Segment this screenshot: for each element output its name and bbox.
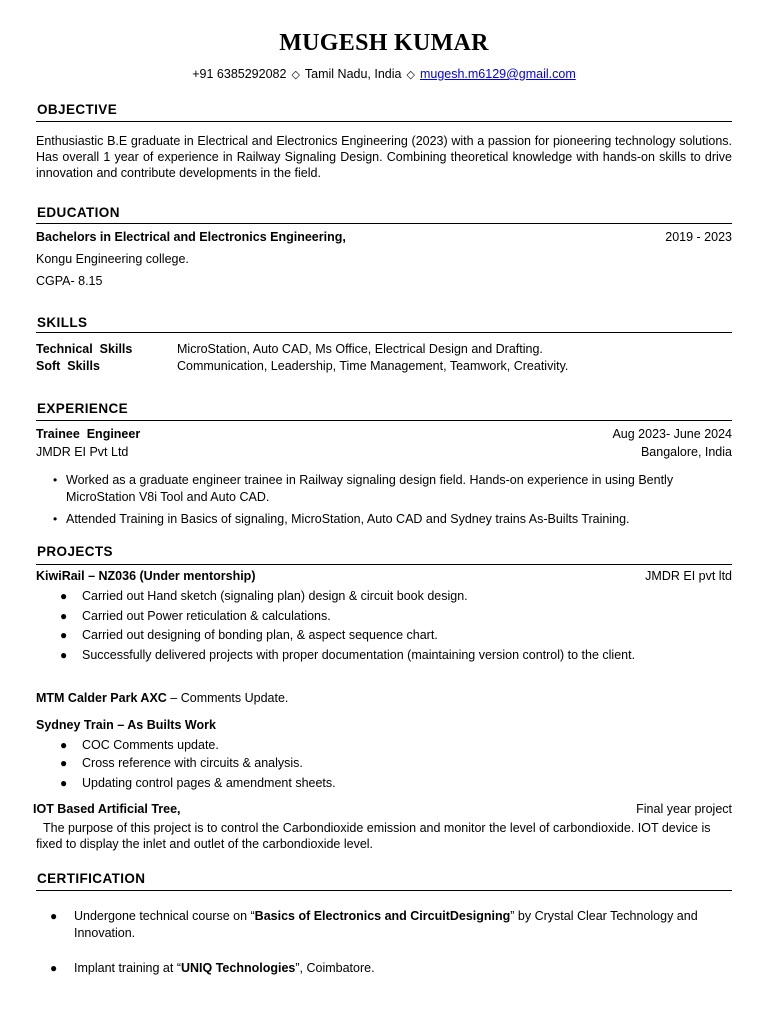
degree-title: Bachelors in Electrical and Electronics Engineering, <box>36 230 346 244</box>
cert-post: ” by Crystal Clear Technology and Innovation. <box>74 909 698 940</box>
resume-name: MUGESH KUMAR <box>279 30 489 56</box>
list-item <box>60 588 682 605</box>
project-mtm <box>36 691 288 705</box>
list-item <box>60 737 682 754</box>
bullet-text: Updating control pages & amendment sheets. <box>82 776 336 790</box>
diamond-separator-icon: ◇ <box>406 69 415 81</box>
skills-heading: SKILLS <box>37 315 88 330</box>
project-tag: Final year project <box>636 802 732 816</box>
bullet-icon: ● <box>60 648 68 662</box>
project-title: MTM Calder Park AXC <box>36 691 167 705</box>
bullet-text: Worked as a graduate engineer trainee in Railway signaling design field. Hands-on experience in using Bently MicroStation V8i Tool and Auto CAD. <box>66 473 674 504</box>
project-note: – Comments Update. <box>166 691 289 705</box>
list-item <box>60 775 682 792</box>
experience-heading: EXPERIENCE <box>37 401 129 416</box>
education-years: 2019 - 2023 <box>665 230 732 244</box>
bullet-icon: ● <box>60 609 68 623</box>
cert-pre: Undergone technical course on “ <box>74 909 255 923</box>
certification-divider <box>36 890 732 891</box>
project-org: JMDR EI pvt ltd <box>645 569 732 583</box>
list-item <box>50 960 704 977</box>
certification-heading: CERTIFICATION <box>37 871 146 886</box>
bullet-icon: ● <box>60 756 68 770</box>
list-item <box>53 472 716 505</box>
skills-divider <box>36 332 732 333</box>
bullet-text: Carried out Power reticulation & calculations. <box>82 609 331 623</box>
cert-pre: Implant training at “ <box>74 961 181 975</box>
bullet-icon: ● <box>60 628 68 642</box>
education-divider <box>36 223 732 224</box>
project-title: Sydney Train – As Builts Work <box>36 718 216 732</box>
list-item <box>50 908 704 941</box>
experience-divider <box>36 420 732 421</box>
cert-post: ”, Coimbatore. <box>295 961 375 975</box>
email-link[interactable]: mugesh.m6129@gmail.com <box>419 67 576 81</box>
project-title: IOT Based Artificial Tree, <box>33 802 181 816</box>
list-item <box>53 511 726 528</box>
list-item <box>60 755 682 772</box>
bullet-icon: ● <box>60 589 68 603</box>
company-name: JMDR EI Pvt Ltd <box>36 445 129 459</box>
dash-bullet-icon: • <box>53 512 58 526</box>
education-heading: EDUCATION <box>37 205 120 220</box>
college-name: Kongu Engineering college. <box>36 252 189 266</box>
contact-line <box>0 67 768 81</box>
bullet-text: Attended Training in Basics of signaling, MicroStation, Auto CAD and Sydney trains As-Builts Training. <box>66 512 630 526</box>
skill-value: MicroStation, Auto CAD, Ms Office, Electrical Design and Drafting. <box>177 342 543 356</box>
skill-value: Communication, Leadership, Time Management, Teamwork, Creativity. <box>177 359 569 373</box>
bullet-icon: ● <box>60 776 68 790</box>
diamond-separator-icon: ◇ <box>291 69 300 81</box>
dash-bullet-icon: • <box>53 473 58 487</box>
objective-heading: OBJECTIVE <box>37 102 118 117</box>
cgpa: CGPA- 8.15 <box>36 274 103 288</box>
objective-divider <box>36 121 732 122</box>
cert-title: UNIQ Technologies <box>181 961 296 975</box>
bullet-icon: ● <box>60 738 68 752</box>
bullet-text: COC Comments update. <box>82 738 219 752</box>
bullet-icon: ● <box>50 961 58 975</box>
list-item <box>60 647 657 664</box>
skill-label: Soft Skills <box>36 359 100 373</box>
location: Tamil Nadu, India <box>304 67 402 81</box>
bullet-text: Carried out designing of bonding plan, & aspect sequence chart. <box>82 628 438 642</box>
skill-label: Technical Skills <box>36 342 133 356</box>
objective-text: Enthusiastic B.E graduate in Electrical and Electronics Engineering (2023) with a passion for pioneering technology solutions. Has overall 1 year of experience in Railway Signaling Design. Combining theoretical knowledge with hands-on skills to drive innovation and contribute developments in the field. <box>36 134 732 180</box>
project-title: KiwiRail – NZ036 (Under mentorship) <box>36 569 256 583</box>
job-location: Bangalore, India <box>640 445 732 459</box>
phone-number: +91 6385292082 <box>192 67 287 81</box>
projects-heading: PROJECTS <box>37 544 113 559</box>
bullet-text: Carried out Hand sketch (signaling plan) design & circuit book design. <box>82 589 468 603</box>
bullet-text: Cross reference with circuits & analysis. <box>82 756 303 770</box>
list-item <box>60 608 682 625</box>
project-description: The purpose of this project is to control the Carbondioxide emission and monitor the level of carbondioxide. IOT device is fixed to display the inlet and outlet of the carbondioxide level. <box>36 821 711 851</box>
bullet-text: Successfully delivered projects with proper documentation (maintaining version control) to the client. <box>82 648 636 662</box>
projects-divider <box>36 564 732 565</box>
cert-title: Basics of Electronics and CircuitDesigning <box>254 909 511 923</box>
job-role: Trainee Engineer <box>36 427 141 441</box>
list-item <box>60 627 682 644</box>
job-period: Aug 2023- June 2024 <box>612 427 732 441</box>
bullet-icon: ● <box>50 909 58 923</box>
